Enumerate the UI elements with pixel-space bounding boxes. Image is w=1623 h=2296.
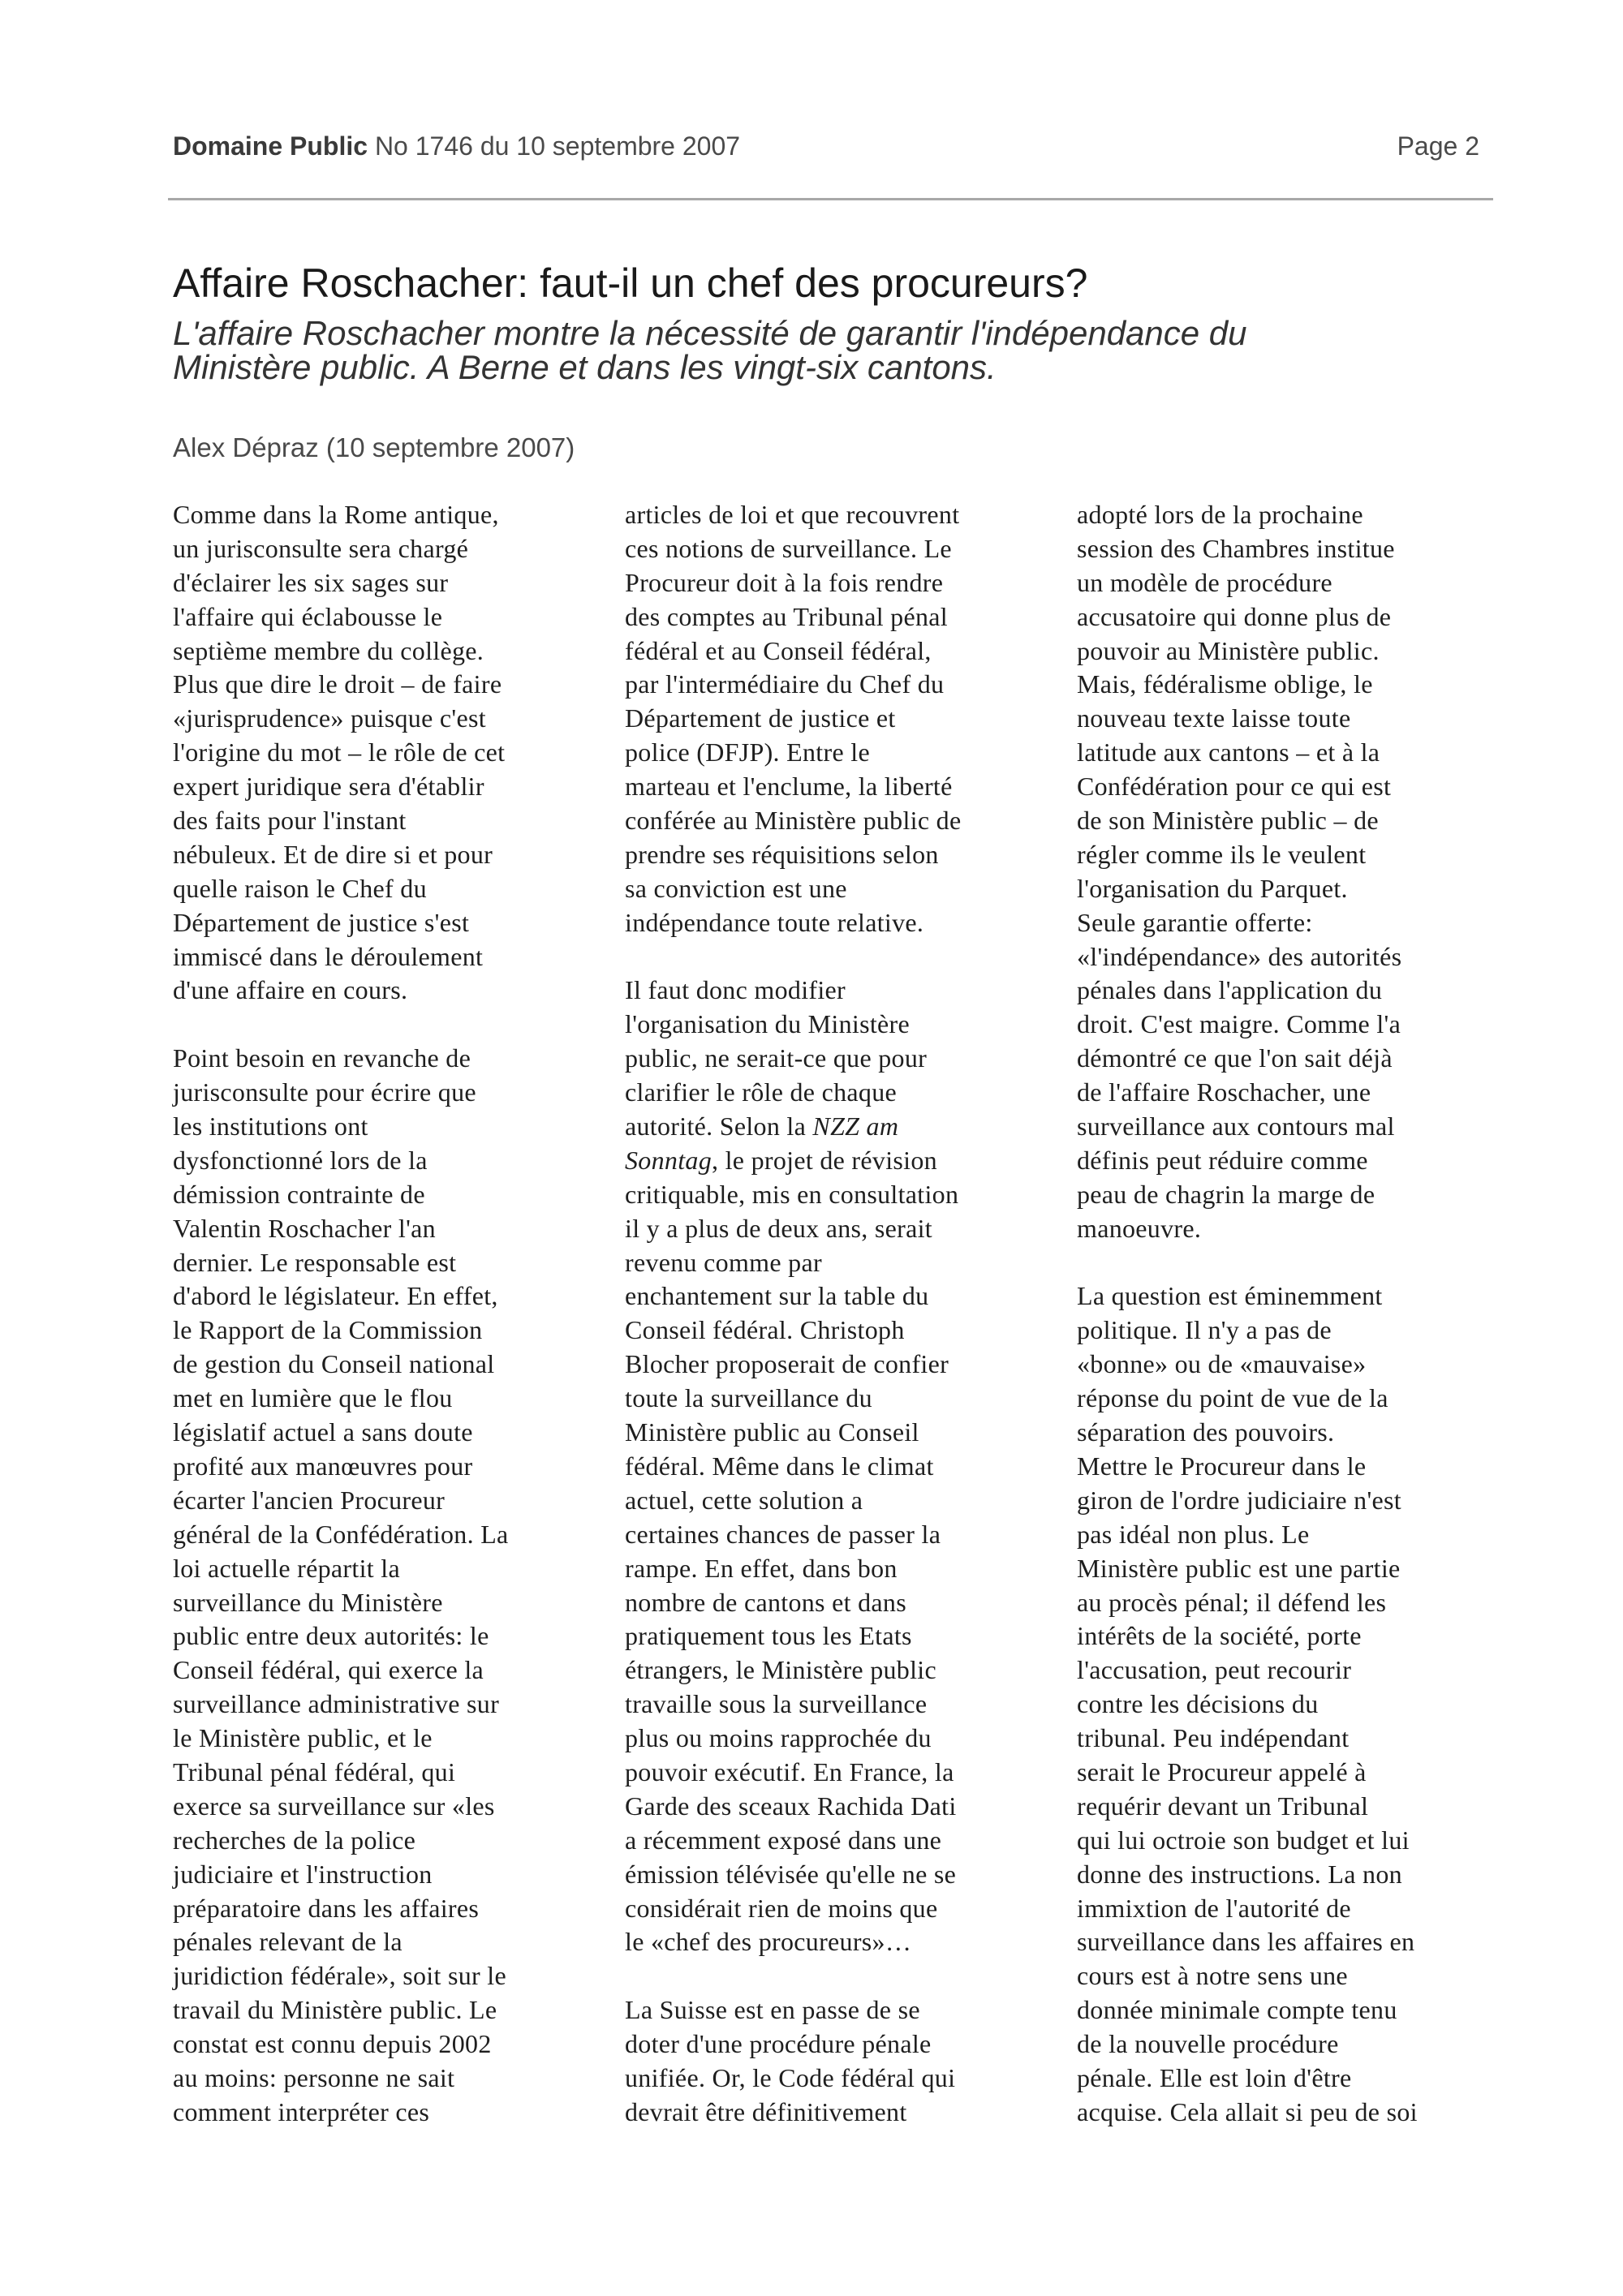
text-line: de gestion du Conseil national [173,1349,495,1379]
text-line: donne des instructions. La non [1077,1859,1402,1889]
page-number: Page 2 [1397,131,1479,161]
text-line: Mais, fédéralisme oblige, le [1077,669,1373,699]
text-line: Département de justice s'est [173,907,470,937]
text-line: La question est éminemment [1077,1281,1383,1311]
text-line: judiciaire et l'instruction [173,1859,433,1889]
issue-info: No 1746 du 10 septembre 2007 [374,131,741,161]
text-line: Il faut donc modifier [625,975,846,1005]
text-line: un jurisconsulte sera chargé [173,533,469,563]
text-line: prendre ses réquisitions selon [625,839,939,869]
text-line: sa conviction est une [625,873,847,903]
text-line: démission contrainte de [173,1179,425,1209]
text-line: quelle raison le Chef du [173,873,427,903]
paragraph-gap [625,1959,1055,1993]
text-line: le Ministère public, et le [173,1723,433,1753]
text-line: dysfonctionné lors de la [173,1145,428,1175]
text-line: exerce sa surveillance sur «les [173,1791,495,1821]
text-line: il y a plus de deux ans, serait [625,1213,932,1243]
text-line: de la nouvelle procédure [1077,2029,1339,2059]
text-line: enchantement sur la table du [625,1281,929,1311]
text-line: Ministère public au Conseil [625,1417,919,1447]
text-line: articles de loi et que recouvrent [625,500,960,529]
text-line: surveillance dans les affaires en [1077,1927,1415,1957]
text-line: démontré ce que l'on sait déjà [1077,1043,1393,1073]
text-line: par l'intermédiaire du Chef du [625,669,945,699]
text-line: pénale. Elle est loin d'être [1077,2062,1352,2092]
text-line: «bonne» ou de «mauvaise» [1077,1349,1367,1379]
text-line: définis peut réduire comme [1077,1145,1368,1175]
text-line: des comptes au Tribunal pénal [625,601,948,631]
text-line: écarter l'ancien Procureur [173,1485,446,1515]
paragraph-gap [173,1008,603,1042]
text-line: fédéral et au Conseil fédéral, [625,635,932,665]
text-line: Ministère public est une partie [1077,1553,1401,1583]
text-line: recherches de la police [173,1825,416,1855]
text-line: régler comme ils le veulent [1077,839,1367,869]
text-line: constat est connu depuis 2002 [173,2029,492,2059]
text-line: contre les décisions du [1077,1689,1319,1719]
text-line: public entre deux autorités: le [173,1621,489,1651]
text-line: Point besoin en revanche de [173,1043,471,1073]
text-line: expert juridique sera d'établir [173,772,484,802]
text-line: doter d'une procédure pénale [625,2029,932,2059]
subtitle-line: L'affaire Roschacher montre la nécessité de garantir l'indépendance du [173,314,1247,352]
text-line: giron de l'ordre judiciaire n'est [1077,1485,1401,1515]
text-line: surveillance du Ministère [173,1587,443,1617]
text-line: autorité. Selon la NZZ am [625,1111,899,1142]
article-byline: Alex Dépraz (10 septembre 2007) [173,432,575,462]
subtitle-line: Ministère public. A Berne et dans les vingt-six cantons. [173,347,997,386]
text-line: réponse du point de vue de la [1077,1383,1388,1413]
text-line: Mettre le Procureur dans le [1077,1451,1367,1481]
text-line: l'origine du mot – le rôle de cet [173,737,506,767]
text-line: devrait être définitivement [625,2096,907,2126]
text-line: dernier. Le responsable est [173,1247,457,1277]
text-line: serait le Procureur appelé à [1077,1756,1367,1786]
text-line: comment interpréter ces [173,2096,430,2126]
text-line: nouveau texte laisse toute [1077,703,1351,733]
text-line: accusatoire qui donne plus de [1077,601,1392,631]
text-line: nombre de cantons et dans [625,1587,906,1617]
text-line: La Suisse est en passe de se [625,1995,920,2025]
paragraph-gap [625,940,1055,974]
text-line: immiscé dans le déroulement [173,941,484,971]
text-column-1 [173,498,603,2130]
text-line: jurisconsulte pour écrire que [173,1077,476,1107]
text-line: met en lumière que le flou [173,1383,453,1413]
text-line: acquise. Cela allait si peu de soi [1077,2096,1418,2126]
text-line: le «chef des procureurs»… [625,1927,912,1957]
article-title: Affaire Roschacher: faut-il un chef des procureurs? [173,260,1088,306]
text-line: préparatoire dans les affaires [173,1893,480,1923]
text-line: considérait rien de moins que [625,1893,938,1923]
text-line: «jurisprudence» puisque c'est [173,703,486,733]
text-line: Plus que dire le droit – de faire [173,669,502,699]
text-line: Sonntag, le projet de révision [625,1145,937,1175]
text-line: au procès pénal; il défend les [1077,1587,1387,1617]
text-line: Procureur doit à la fois rendre [625,567,944,597]
text-line: conférée au Ministère public de [625,806,962,836]
text-line: septième membre du collège. [173,635,484,665]
text-line: revenu comme par [625,1247,822,1277]
text-line: l'organisation du Parquet. [1077,873,1348,903]
text-line: adopté lors de la prochaine [1077,500,1363,529]
text-line: pénales relevant de la [173,1927,403,1957]
text-line: politique. Il n'y a pas de [1077,1315,1332,1345]
text-line: les institutions ont [173,1111,368,1142]
text-line: Garde des sceaux Rachida Dati [625,1791,957,1821]
text-line: indépendance toute relative. [625,907,924,937]
text-line: étrangers, le Ministère public [625,1655,936,1685]
text-line: Conseil fédéral. Christoph [625,1315,905,1345]
text-line: séparation des pouvoirs. [1077,1417,1335,1447]
text-line: unifiée. Or, le Code fédéral qui [625,2062,956,2092]
text-line: le Rapport de la Commission [173,1315,483,1345]
text-line: Comme dans la Rome antique, [173,500,499,529]
text-line: pas idéal non plus. Le [1077,1519,1310,1549]
text-line: profité aux manœuvres pour [173,1451,473,1481]
page-header [173,131,1479,169]
text-line: manoeuvre. [1077,1213,1202,1243]
text-line: travail du Ministère public. Le [173,1995,497,2025]
text-line: travaille sous la surveillance [625,1689,928,1719]
text-line: Blocher proposerait de confier [625,1349,949,1379]
text-line: qui lui octroie son budget et lui [1077,1825,1410,1855]
article-subtitle [173,311,1487,386]
text-line: d'éclairer les six sages sur [173,567,449,597]
text-line: droit. C'est maigre. Comme l'a [1077,1009,1401,1039]
text-line: surveillance aux contours mal [1077,1111,1395,1142]
text-line: intérêts de la société, porte [1077,1621,1362,1651]
text-line: Valentin Roschacher l'an [173,1213,436,1243]
text-line: Confédération pour ce qui est [1077,772,1392,802]
text-line: juridiction fédérale», soit sur le [173,1961,506,1991]
text-line: pouvoir au Ministère public. [1077,635,1380,665]
text-line: pratiquement tous les Etats [625,1621,912,1651]
text-line: l'organisation du Ministère [625,1009,911,1039]
text-line: législatif actuel a sans doute [173,1417,473,1447]
text-line: nébuleux. Et de dire si et pour [173,839,493,869]
text-line: pouvoir exécutif. En France, la [625,1756,954,1786]
text-line: certaines chances de passer la [625,1519,941,1549]
text-line: cours est à notre sens une [1077,1961,1348,1991]
text-line: Seule garantie offerte: [1077,907,1313,937]
text-line: plus ou moins rapprochée du [625,1723,932,1753]
text-line: marteau et l'enclume, la liberté [625,772,953,802]
text-line: toute la surveillance du [625,1383,872,1413]
text-line: peau de chagrin la marge de [1077,1179,1375,1209]
text-line: «l'indépendance» des autorités [1077,941,1402,971]
text-line: un modèle de procédure [1077,567,1332,597]
text-line: session des Chambres institue [1077,533,1395,563]
text-line: l'accusation, peut recourir [1077,1655,1352,1685]
publication-name: Domaine Public [173,131,368,161]
text-line: immixtion de l'autorité de [1077,1893,1351,1923]
header-divider [168,198,1493,200]
text-line: tribunal. Peu indépendant [1077,1723,1350,1753]
text-line: pénales dans l'application du [1077,975,1383,1005]
text-line: de l'affaire Roschacher, une [1077,1077,1371,1107]
text-line: Conseil fédéral, qui exerce la [173,1655,484,1685]
text-line: d'une affaire en cours. [173,975,408,1005]
text-line: critiquable, mis en consultation [625,1179,959,1209]
text-line: de son Ministère public – de [1077,806,1379,836]
text-line: police (DFJP). Entre le [625,737,870,767]
text-line: actuel, cette solution a [625,1485,863,1515]
text-column-2 [625,498,1055,2130]
text-line: rampe. En effet, dans bon [625,1553,898,1583]
text-line: des faits pour l'instant [173,806,407,836]
text-line: loi actuelle répartit la [173,1553,400,1583]
text-line: public, ne serait-ce que pour [625,1043,928,1073]
text-column-3 [1077,498,1507,2130]
text-line: a récemment exposé dans une [625,1825,942,1855]
text-line: au moins: personne ne sait [173,2062,455,2092]
text-line: donnée minimale compte tenu [1077,1995,1397,2025]
text-line: Tribunal pénal fédéral, qui [173,1756,456,1786]
text-line: l'affaire qui éclabousse le [173,601,443,631]
text-line: émission télévisée qu'elle ne se [625,1859,957,1889]
text-line: fédéral. Même dans le climat [625,1451,934,1481]
text-line: surveillance administrative sur [173,1689,500,1719]
text-line: d'abord le législateur. En effet, [173,1281,498,1311]
text-line: ces notions de surveillance. Le [625,533,952,563]
text-line: Département de justice et [625,703,896,733]
text-line: clarifier le rôle de chaque [625,1077,898,1107]
text-line: latitude aux cantons – et à la [1077,737,1380,767]
paragraph-gap [1077,1246,1507,1280]
text-line: général de la Confédération. La [173,1519,509,1549]
text-line: requérir devant un Tribunal [1077,1791,1369,1821]
